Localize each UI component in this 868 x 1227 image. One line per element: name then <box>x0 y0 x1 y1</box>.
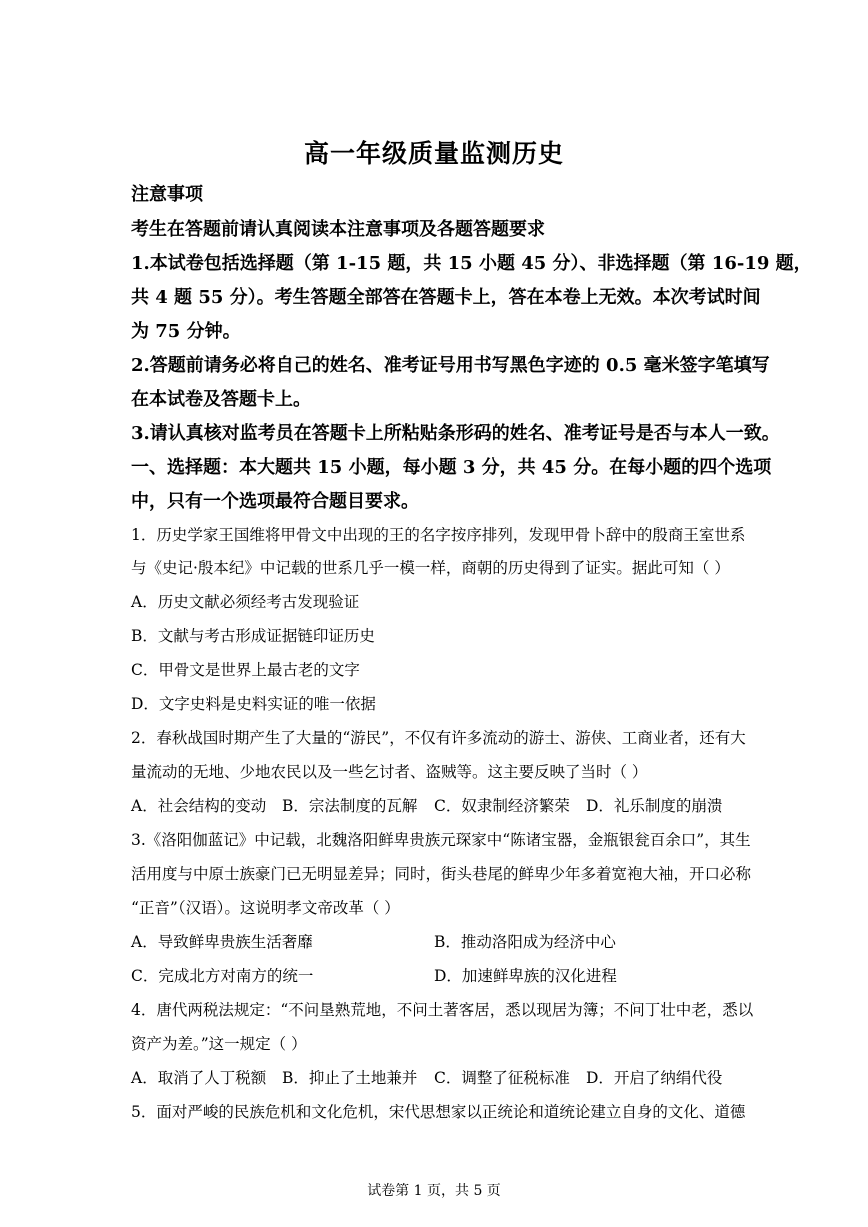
q1-option-a: A．历史文献必须经考古发现验证 <box>131 593 360 611</box>
notes-item1-line2: 共 4 题 55 分）。考生答题全部答在答题卡上，答在本卷上无效。本次考试时间 <box>131 287 761 308</box>
q3-option-d: D．加速鲜卑族的汉化进程 <box>434 967 617 985</box>
q1-stem-line2: 与《史记·殷本纪》中记载的世系几乎一模一样，商朝的历史得到了证实。据此可知（ ） <box>131 559 730 577</box>
q2-option-b: B．宗法制度的瓦解 <box>282 797 418 815</box>
notes-item2-line1: 2.答题前请务必将自己的姓名、准考证号用书写黑色字迹的 0.5 毫米签字笔填写 <box>131 355 770 376</box>
q4-stem-line2: 资产为差。”这一规定（ ） <box>131 1035 307 1053</box>
q4-option-c: C．调整了征税标准 <box>434 1069 570 1087</box>
q3-option-c: C．完成北方对南方的统一 <box>131 967 314 985</box>
q1-option-c: C．甲骨文是世界上最古老的文字 <box>131 661 360 679</box>
q4-option-d: D．开启了纳绢代役 <box>586 1069 723 1087</box>
q3-stem-line1: 3.《洛阳伽蓝记》中记载，北魏洛阳鲜卑贵族元琛家中“陈诸宝器，金瓶银瓮百余口”，其生 <box>131 831 751 849</box>
exam-title: 高一年级质量监测历史 <box>303 139 564 168</box>
q3-option-b: B．推动洛阳成为经济中心 <box>434 933 616 951</box>
q4-option-a: A．取消了人丁税额 <box>131 1069 267 1087</box>
q5-stem-line1: 5．面对严峻的民族危机和文化危机，宋代思想家以正统论和道统论建立自身的文化、道德 <box>131 1103 746 1121</box>
q2-option-c: C．奴隶制经济繁荣 <box>434 797 570 815</box>
q3-stem-line3: “正音”（汉语）。这说明孝文帝改革（ ） <box>131 899 400 917</box>
page-footer: 试卷第 1 页，共 5 页 <box>367 1183 501 1199</box>
q2-option-a: A．社会结构的变动 <box>131 797 267 815</box>
q3-stem-line2: 活用度与中原士族豪门已无明显差异；同时，街头巷尾的鲜卑少年多着宽袍大袖，开口必称 <box>131 865 752 883</box>
q2-stem-line2: 量流动的无地、少地农民以及一些乞讨者、盗贼等。这主要反映了当时（ ） <box>131 763 648 781</box>
q2-option-d: D．礼乐制度的崩溃 <box>586 797 723 815</box>
notes-item2-line2: 在本试卷及答题卡上。 <box>131 389 311 410</box>
notes-item3: 3.请认真核对监考员在答题卡上所粘贴条形码的姓名、准考证号是否与本人一致。 <box>131 423 780 444</box>
q1-option-b: B．文献与考古形成证据链印证历史 <box>131 627 375 645</box>
notes-heading: 注意事项 <box>131 184 203 205</box>
q1-stem-line1: 1．历史学家王国维将甲骨文中出现的王的名字按序排列，发现甲骨卜辞中的殷商王室世系 <box>131 526 746 544</box>
section1-heading-line2: 中，只有一个选项最符合题目要求。 <box>131 491 419 512</box>
notes-item1-line1: 1.本试卷包括选择题（第 1-15 题，共 15 小题 45 分）、非选择题（第 16-19 题， <box>131 253 812 274</box>
q4-stem-line1: 4．唐代两税法规定：“不问垦熟荒地，不问土著客居，悉以现居为簿；不问丁壮中老，悉以 <box>131 1001 754 1019</box>
q2-stem-line1: 2．春秋战国时期产生了大量的“游民”，不仅有许多流动的游士、游侠、工商业者，还有大 <box>131 729 746 747</box>
q1-option-d: D．文字史料是史料实证的唯一依据 <box>131 695 376 713</box>
notes-item1-line3: 为 75 分钟。 <box>131 321 241 342</box>
q3-option-a: A．导致鲜卑贵族生活奢靡 <box>131 933 313 951</box>
section1-heading-line1: 一、选择题：本大题共 15 小题，每小题 3 分，共 45 分。在每小题的四个选项 <box>131 457 772 478</box>
q4-option-b: B．抑止了土地兼并 <box>282 1069 418 1087</box>
notes-intro: 考生在答题前请认真阅读本注意事项及各题答题要求 <box>131 219 545 240</box>
